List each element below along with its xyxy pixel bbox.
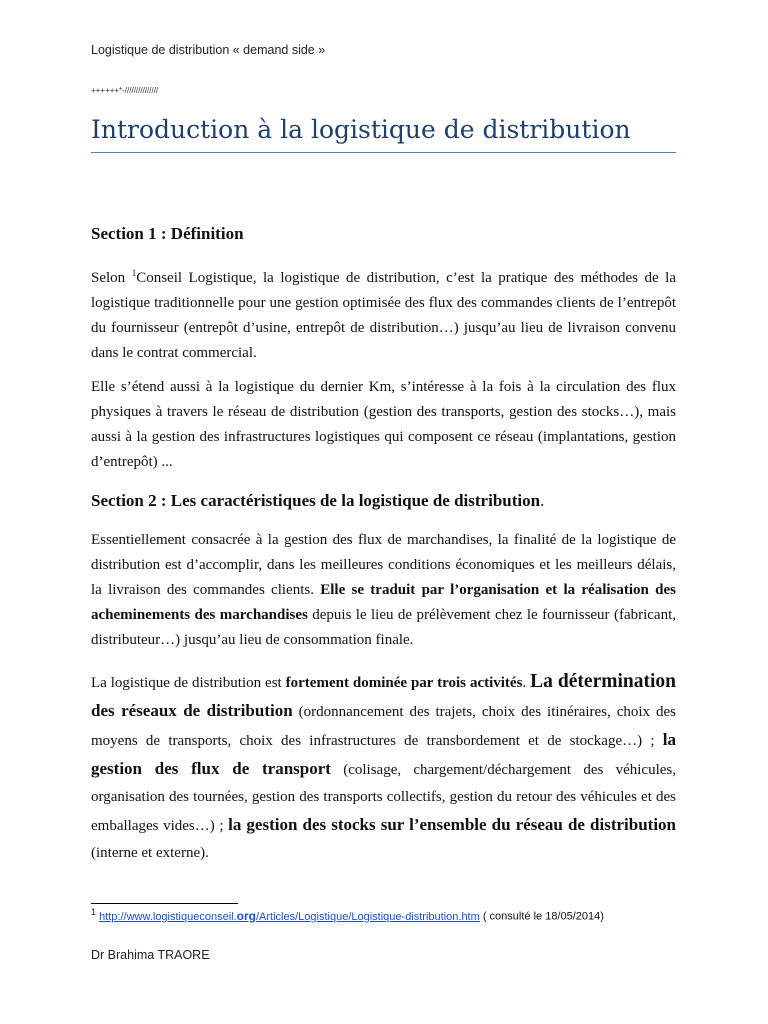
text-span: depuis le lieu de prélèvement chez le fournisseur (fabricant, distributeur…) jusqu’au lieu de consommation finale. xyxy=(91,607,676,648)
footnote-divider xyxy=(91,903,238,904)
text-span: (colisage, chargement/déchargement des véhicules, organisation des tournées, gestion des transports collectifs, gestion du retour des véhicules et des emballages vides…) ; xyxy=(91,762,676,834)
link-text: /Articles/Logistique/Logistique-distribution.htm xyxy=(256,910,480,923)
bold-large-text: La détermination xyxy=(530,671,676,692)
heading-text: Section 2 : Les caractéristiques de la logistique de distribution xyxy=(91,491,541,510)
bold-text: fortement dominée par trois activités xyxy=(285,675,523,691)
footnote-number: 1 xyxy=(91,907,97,917)
link-text: http://www.logistiqueconseil. xyxy=(99,910,237,923)
section1-paragraph1 xyxy=(91,261,676,366)
section2-heading xyxy=(91,490,544,512)
text-span: Selon xyxy=(91,270,132,286)
text-span: Conseil Logistique, la logistique de distribution, c’est la pratique des méthodes de la logistique traditionnelle pour une gestion optimisée des flux des commandes clients de l’entrepôt du fournisseur (entrepôt d’usine, entrepôt de distribution…) jusqu’au lieu de livraison convenu dans le contrat commercial. xyxy=(91,270,676,361)
bold-text: Elle se traduit par l’organisation et la réalisation des acheminements des marchandises xyxy=(91,582,676,623)
text-span: . xyxy=(522,675,531,691)
section1-heading: Section 1 : Définition xyxy=(91,224,244,243)
footnote-link[interactable] xyxy=(99,908,480,923)
text-span: La logistique de distribution est xyxy=(91,675,286,691)
footnote-tail: ( consulté le 18/05/2014) xyxy=(479,910,604,923)
link-bold-text: org xyxy=(236,908,256,923)
page-title: Introduction à la logistique de distribution xyxy=(91,114,676,153)
bold-text: la gestion des flux de transport xyxy=(91,730,676,778)
section1-paragraph2: Elle s’étend aussi à la logistique du dernier Km, s’intéresse à la fois à la circulation des flux physiques à travers le réseau de distribution (gestion des transports, gestion des stocks…), mais aussi à la gestion des infrastructures logistiques qui composent ce réseau (implantations, gestion d’entrepôt) ... xyxy=(91,379,676,470)
marker-text: ++++++*-/////////////// xyxy=(91,86,159,95)
footnote-ref[interactable]: 1 xyxy=(131,268,137,278)
bold-text: la gestion des stocks sur l’ensemble du réseau de distribution xyxy=(228,815,677,834)
page-header: Logistique de distribution « demand side » xyxy=(91,43,326,57)
text-span: (ordonnancement des trajets, choix des itinéraires, choix des moyens de transports, choix des infrastructures de transbordement et de stockage…) ; xyxy=(91,704,676,749)
page-footer: Dr Brahima TRAORE xyxy=(91,948,210,962)
section2-paragraph2 xyxy=(91,668,676,867)
footnote xyxy=(91,907,691,923)
section2-paragraph1 xyxy=(91,528,676,653)
text-span: (interne et externe). xyxy=(91,845,209,861)
bold-text: des réseaux de distribution xyxy=(91,701,293,720)
text-span: Essentiellement consacrée à la gestion des flux de marchandises, la finalité de la logistique de distribution est d’accomplir, dans les meilleures conditions économiques et les meilleurs délais, la livraison des commandes clients. xyxy=(91,532,676,598)
heading-tail: . xyxy=(540,491,545,510)
